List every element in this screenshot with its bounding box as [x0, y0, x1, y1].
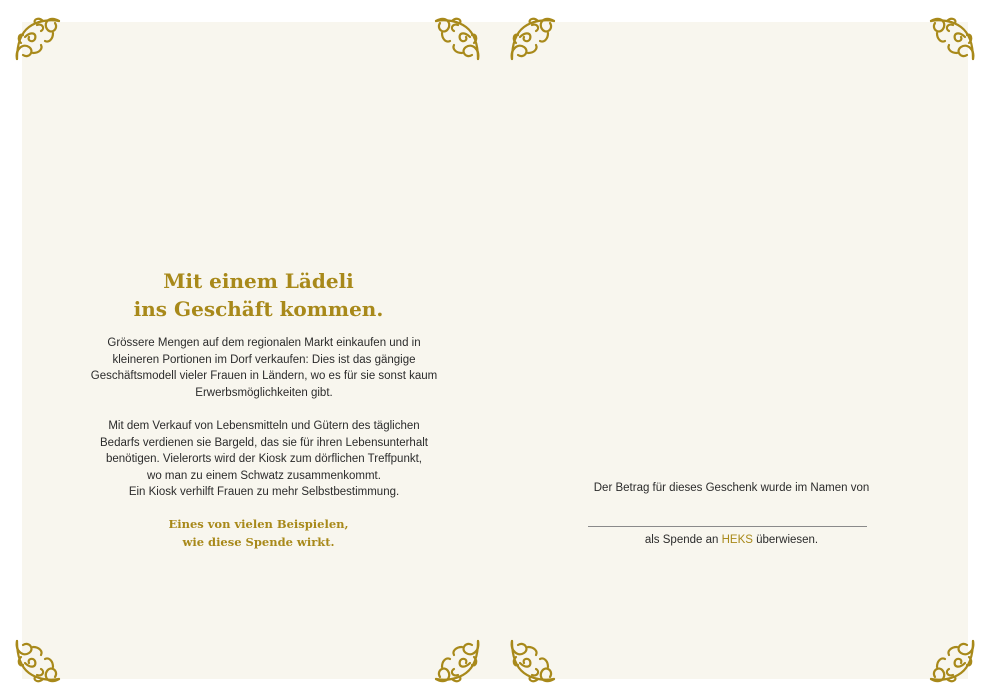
donation-text-line-1: Der Betrag für dieses Geschenk wurde im Namen von	[593, 482, 870, 494]
heading-line-2: ins Geschäft kommen.	[133, 297, 384, 321]
corner-flourish-icon	[13, 13, 63, 63]
left-page	[22, 22, 495, 679]
donation-text-line-2	[555, 534, 908, 546]
right-page	[495, 22, 968, 679]
paragraph-1-line-1: Grössere Mengen auf dem regionalen Markt einkaufen und in	[107, 337, 421, 349]
paragraph-1	[74, 335, 454, 401]
paragraph-2-line-1: Mit dem Verkauf von Lebensmitteln und Gütern des täglichen	[108, 419, 420, 432]
corner-flourish-icon	[432, 13, 482, 63]
paragraph-2	[74, 418, 454, 501]
paragraph-1-line-4: Erwerbsmöglichkeiten gibt.	[195, 386, 333, 399]
body-text	[74, 335, 454, 518]
donation-text-after: überwiesen.	[752, 534, 819, 546]
corner-flourish-icon	[13, 637, 63, 687]
paragraph-2-line-4: wo man zu einem Schwatz zusammenkommt.	[147, 469, 381, 482]
donation-text-before: als Spende an	[644, 534, 722, 546]
paragraph-1-line-3: Geschäftsmodell vieler Frauen in Ländern, wo es für sie sonst kaum	[90, 370, 438, 383]
corner-flourish-icon	[927, 13, 977, 63]
corner-flourish-icon	[927, 637, 977, 687]
corner-flourish-icon	[508, 637, 558, 687]
paragraph-2-line-2: Bedarfs verdienen sie Bargeld, das sie für ihren Lebensunterhalt	[100, 436, 428, 449]
corner-flourish-icon	[432, 637, 482, 687]
closing-line-1: Eines von vielen Beispielen,	[168, 517, 349, 531]
organization-name: HEKS	[721, 534, 753, 546]
name-signature-line	[588, 526, 867, 527]
closing-note	[82, 515, 435, 551]
page-heading	[82, 267, 435, 323]
paragraph-2-line-5: Ein Kiosk verhilft Frauen zu mehr Selbstbestimmung.	[128, 486, 400, 499]
closing-line-2: wie diese Spende wirkt.	[182, 535, 335, 549]
corner-flourish-icon	[508, 13, 558, 63]
paragraph-1-line-2: kleineren Portionen im Dorf verkaufen: Dies ist das gängige	[112, 353, 416, 366]
paragraph-2-line-3: benötigen. Vielerorts wird der Kiosk zum dörflichen Treffpunkt,	[106, 453, 422, 466]
heading-line-1: Mit einem Lädeli	[163, 269, 354, 293]
